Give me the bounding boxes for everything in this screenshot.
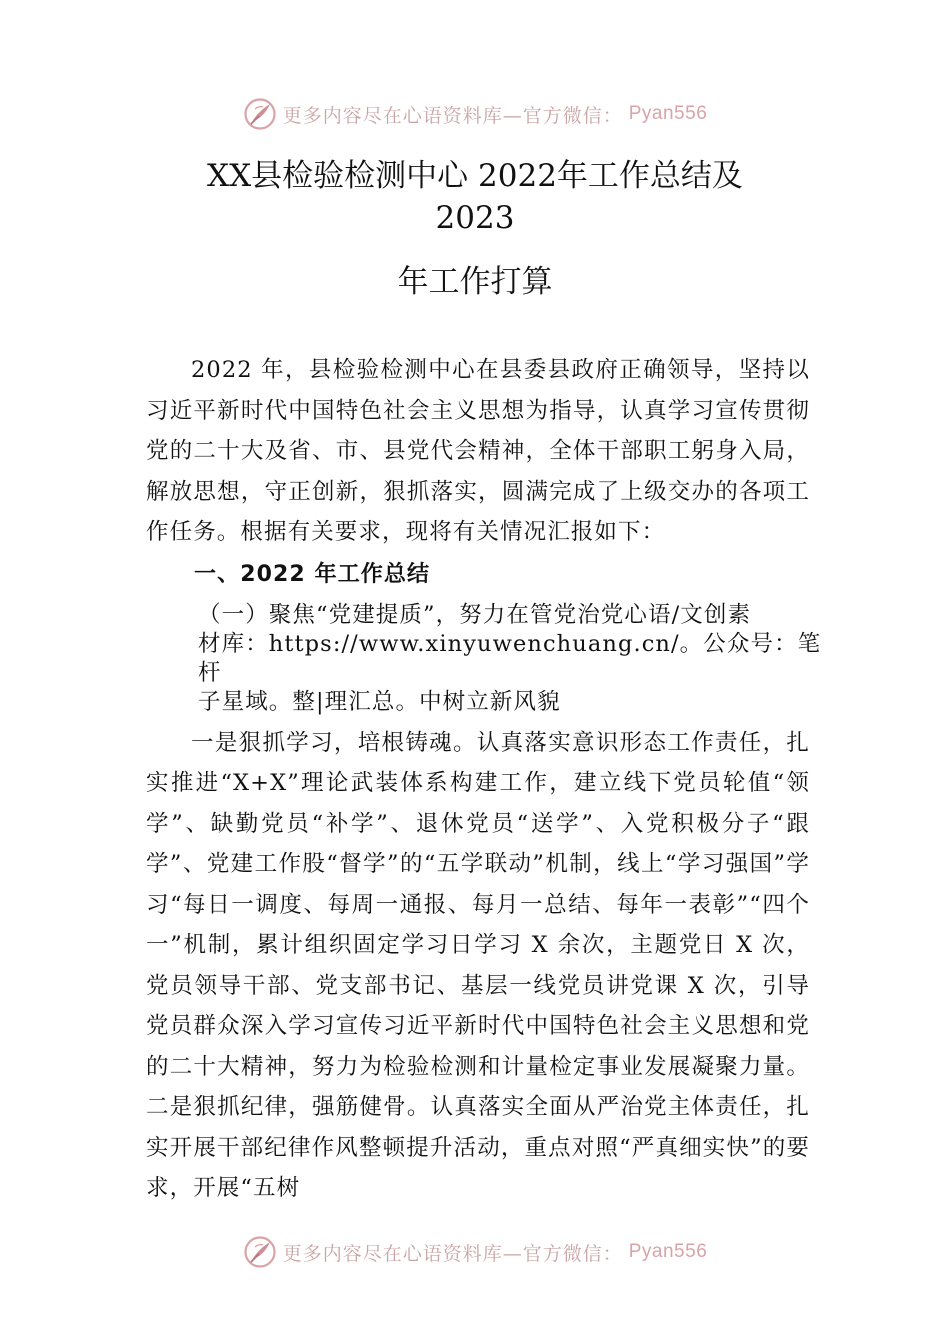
subsection-heading-line-3: 子星域。整|理汇总。中树立新风貌	[198, 688, 561, 715]
document-title-line-3: 年工作打算	[397, 264, 553, 300]
watermark-text: 更多内容尽在心语资料库—官方微信：	[282, 104, 623, 127]
watermark-footer	[0, 1234, 950, 1270]
document-title-line-1: XX县检验检测中心 2022年工作总结及	[207, 158, 743, 194]
subsection-heading-party-building	[196, 597, 836, 723]
document-body	[146, 350, 822, 1209]
watermark-text-footer: 更多内容尽在心语资料库—官方微信：	[282, 1242, 623, 1265]
subsection-heading-line-2: 材库：https://www.xinyuwenchuang.cn/。公众号：笔杆	[198, 630, 822, 686]
subsection-body-paragraph: 一是狠抓学习，培根铸魂。认真落实意识形态工作责任，扎实推进“X+X”理论武装体系构建工作，建立线下党员轮值“领学”、缺勤党员“补学”、退休党员“送学”、入党积极分子“跟学”、党建工作股“督学”的“五学联动”机制，线上“学习强国”学习“每日一调度、每周一通报、每月一总结、每年一表彰”“四个一”机制，累计组织固定学习日学习 X 余次，主题党日 X 次，党员领导干部、党支部书记、基层一线党员讲党课 X 次，引导党员群众深入学习宣传习近平新时代中国特色社会主义思想和党的二十大精神，努力为检验检测和计量检定事业发展凝聚力量。二是狠抓纪律，强筋健骨。认真落实全面从严治党主体责任，扎实开展干部纪律作风整顿提升活动，重点对照“严真细实快”的要求，开展“五树	[146, 729, 810, 1201]
subsection-heading-line-1: （一）聚焦“党建提质”，努力在管党治党心语/文创素	[198, 601, 752, 628]
section-heading-work-summary: 一、2022 年工作总结	[194, 561, 431, 587]
feather-pen-logo-icon	[243, 97, 277, 131]
document-title-line-2: 2023	[435, 200, 515, 236]
intro-paragraph: 2022 年，县检验检测中心在县委县政府正确领导，坚持以习近平新时代中国特色社会主义思想为指导，认真学习宣传贯彻党的二十大及省、市、县党代会精神，全体干部职工躬身入局，解放思想，守正创新，狠抓落实，圆满完成了上级交办的各项工作任务。根据有关要求，现将有关情况汇报如下：	[146, 357, 810, 545]
watermark-wechat-handle: Pyan556	[628, 103, 708, 124]
watermark-wechat-handle-footer: Pyan556	[628, 1241, 708, 1262]
feather-pen-logo-icon	[243, 1235, 277, 1269]
watermark-header	[0, 96, 950, 132]
